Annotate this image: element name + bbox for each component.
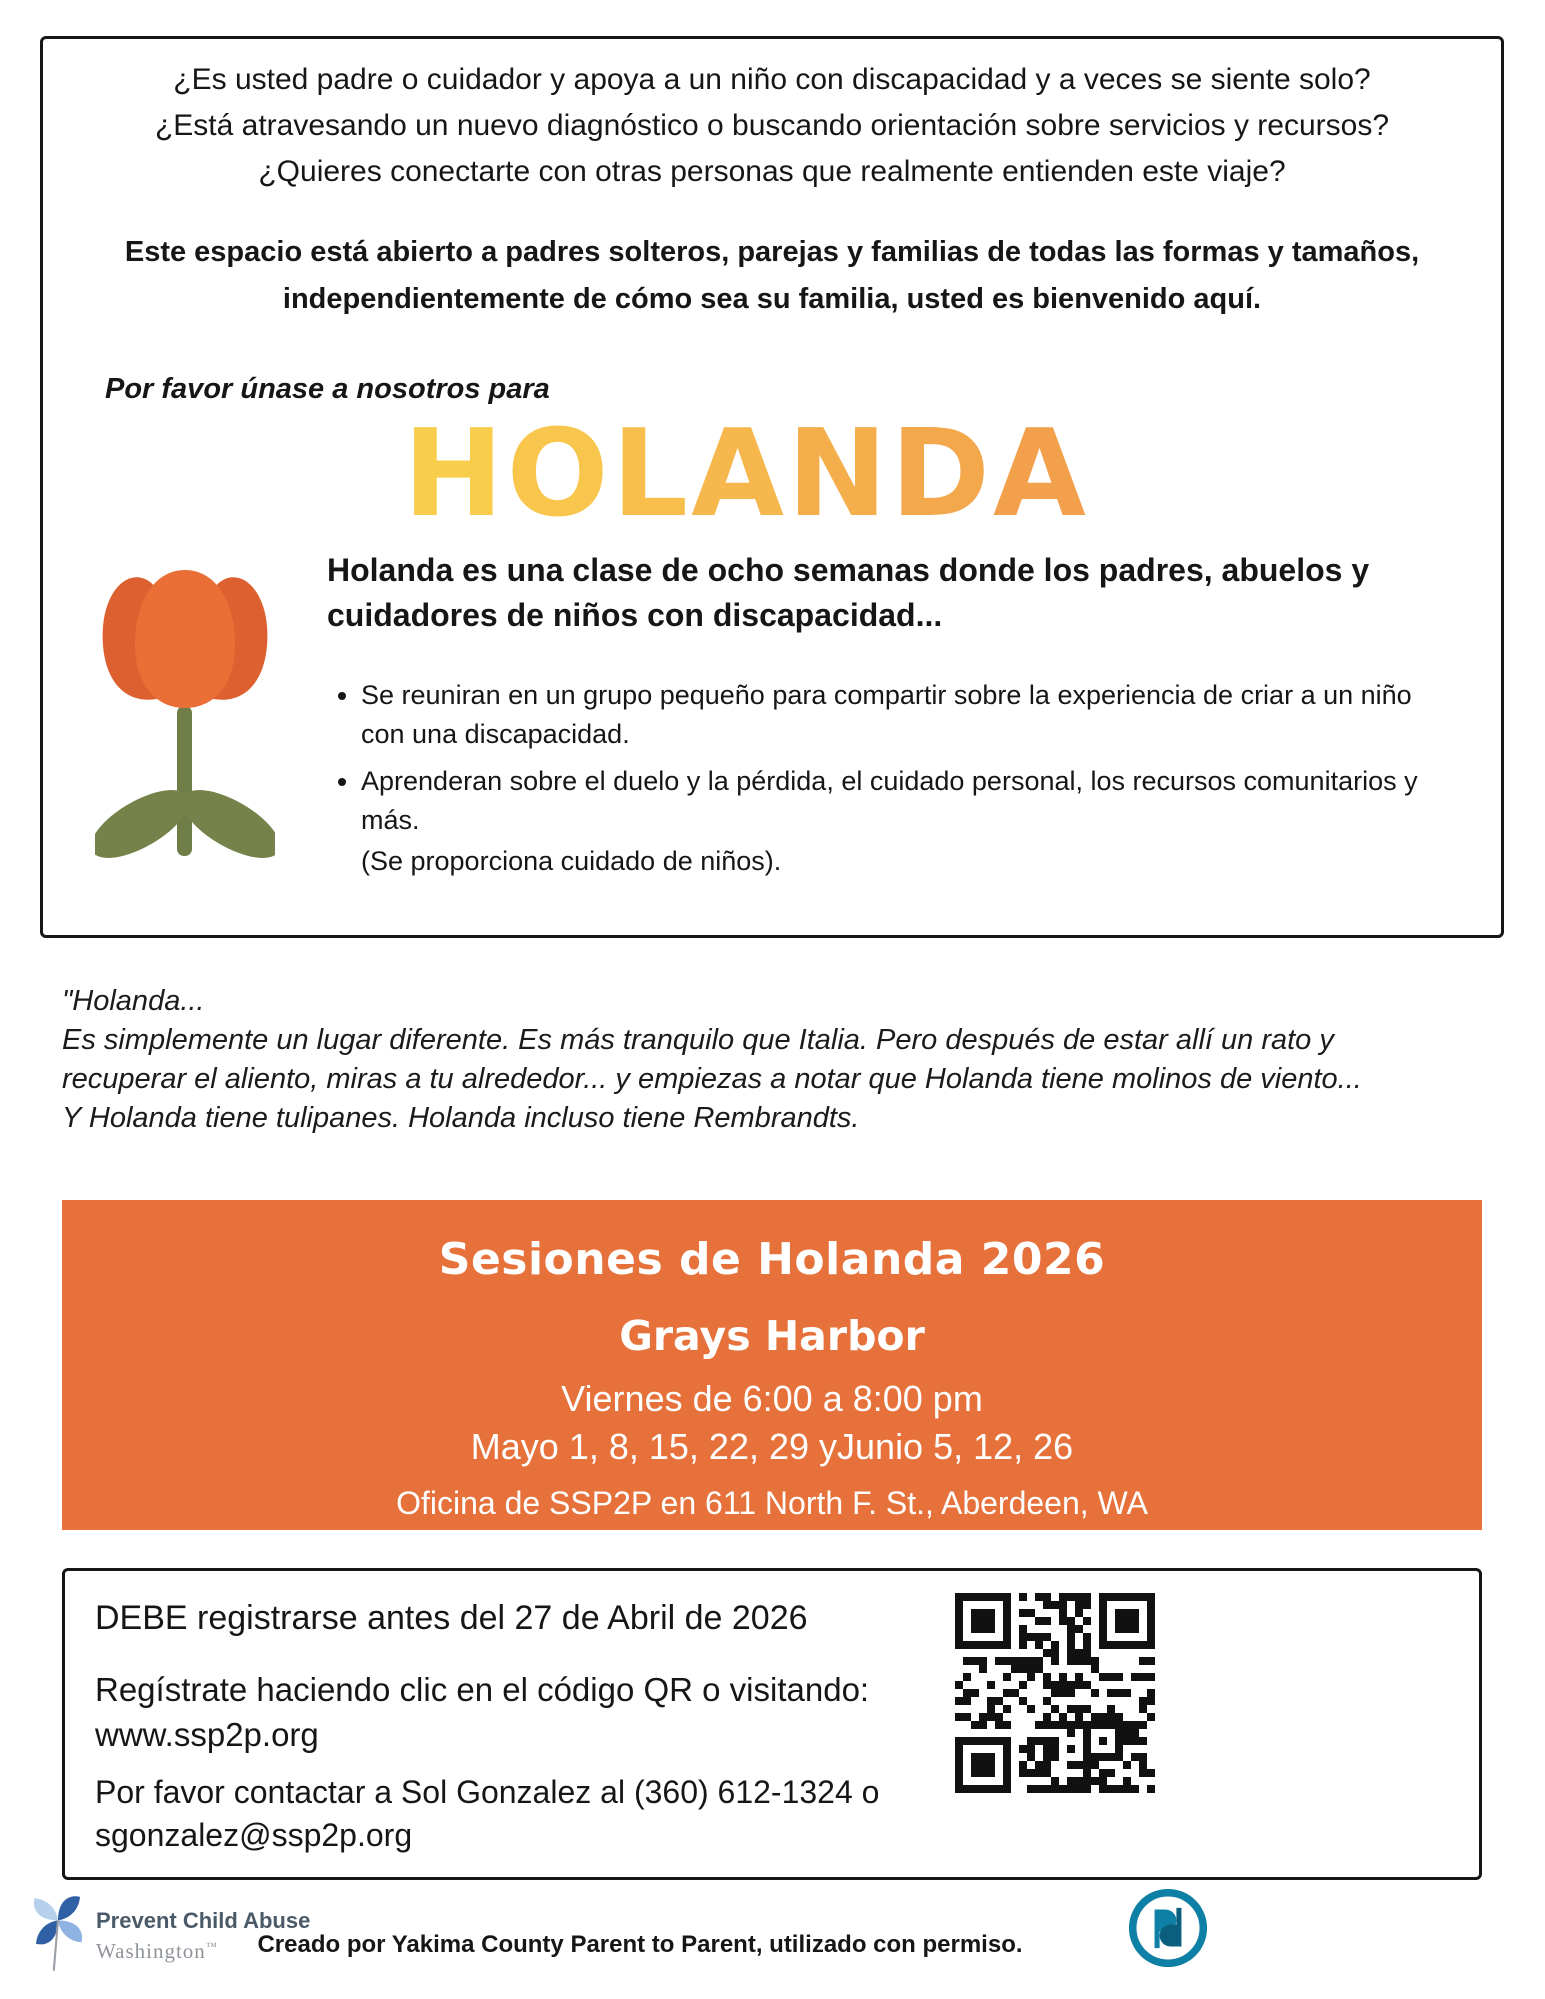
sessions-address: Oficina de SSP2P en 611 North F. St., Aberdeen, WA	[396, 1485, 1148, 1521]
childcare-note: (Se proporciona cuidado de niños).	[361, 845, 782, 876]
welcome-line: independientemente de cómo sea su familia, usted es bienvenido aquí.	[282, 283, 1262, 315]
quote-section	[62, 982, 1362, 1138]
sessions-location: Grays Harbor	[619, 1312, 925, 1360]
about-heading-line: cuidadores de niños con discapacidad...	[327, 596, 943, 633]
registration-deadline: DEBE registrarse antes del 27 de Abril de 2026	[95, 1599, 808, 1637]
bullet-item: • Aprenderan sobre el duelo y la pérdida, el cuidado personal, los recursos comunitarios y más.	[361, 762, 1447, 840]
quote-line: Es simplemente un lugar diferente. Es más tranquilo que Italia. Pero después de estar allí un rato y	[62, 1024, 1334, 1056]
registration-section	[62, 1568, 1482, 1880]
about-heading-line: Holanda es una clase de ocho semanas donde los padres, abuelos y	[327, 551, 1370, 588]
pinwheel-icon	[26, 1888, 90, 1979]
credit-text: Creado por Yakima County Parent to Parent, utilizado con permiso.	[257, 1931, 1023, 1958]
tulip-icon	[95, 556, 275, 891]
bullet-list	[327, 676, 1447, 840]
intro-question: ¿Es usted padre o cuidador y apoya a un niño con discapacidad y a veces se siente solo?	[173, 63, 1371, 96]
about-description	[327, 542, 1447, 891]
about-row	[43, 542, 1501, 891]
pca-logo-region: Washington™	[96, 1939, 218, 1963]
intro-questions	[43, 39, 1501, 195]
quote-line: recuperar el aliento, miras a tu alrededor... y empiezas a notar que Holanda tiene molinos de viento...	[62, 1063, 1362, 1095]
registration-qr-code[interactable]	[955, 1593, 1155, 1793]
quote-line: "Holanda...	[62, 985, 205, 1017]
registration-instruction	[95, 1667, 1479, 1757]
intro-section	[40, 36, 1504, 938]
pca-logo-title: Prevent Child Abuse	[96, 1908, 311, 1933]
intro-question: ¿Quieres conectarte con otras personas que realmente entienden este viaje?	[258, 155, 1286, 188]
sessions-title: Sesiones de Holanda 2026	[438, 1234, 1106, 1285]
registration-instruction-line: Regístrate haciendo clic en el código QR o visitando:	[95, 1671, 870, 1708]
bullet-item: • Se reuniran en un grupo pequeño para compartir sobre la experiencia de criar a un niño con una discapacidad.	[361, 676, 1447, 754]
sessions-banner	[62, 1200, 1482, 1530]
footer	[0, 1884, 1545, 1999]
website-link[interactable]: www.ssp2p.org	[95, 1716, 319, 1753]
about-heading	[327, 548, 1447, 638]
program-title: HOLANDA	[403, 405, 1089, 544]
sessions-schedule: Viernes de 6:00 a 8:00 pm	[561, 1378, 983, 1419]
trademark-mark: ™	[205, 1941, 218, 1953]
parent-to-parent-logo-icon	[1126, 1886, 1210, 1970]
email-link[interactable]: sgonzalez@ssp2p.org	[95, 1817, 413, 1853]
contact-instruction	[95, 1771, 1479, 1857]
quote-line: Y Holanda tiene tulipanes. Holanda incluso tiene Rembrandts.	[62, 1102, 860, 1134]
welcome-statement	[43, 229, 1501, 323]
join-invitation: Por favor únase a nosotros para	[105, 373, 550, 405]
intro-question: ¿Está atravesando un nuevo diagnóstico o buscando orientación sobre servicios y recursos?	[154, 109, 1390, 142]
welcome-line: Este espacio está abierto a padres solteros, parejas y familias de todas las formas y tamaños,	[124, 236, 1420, 268]
contact-instruction-line: Por favor contactar a Sol Gonzalez al (360) 612-1324 o	[95, 1774, 880, 1810]
sessions-dates: Mayo 1, 8, 15, 22, 29 yJunio 5, 12, 26	[470, 1426, 1074, 1467]
